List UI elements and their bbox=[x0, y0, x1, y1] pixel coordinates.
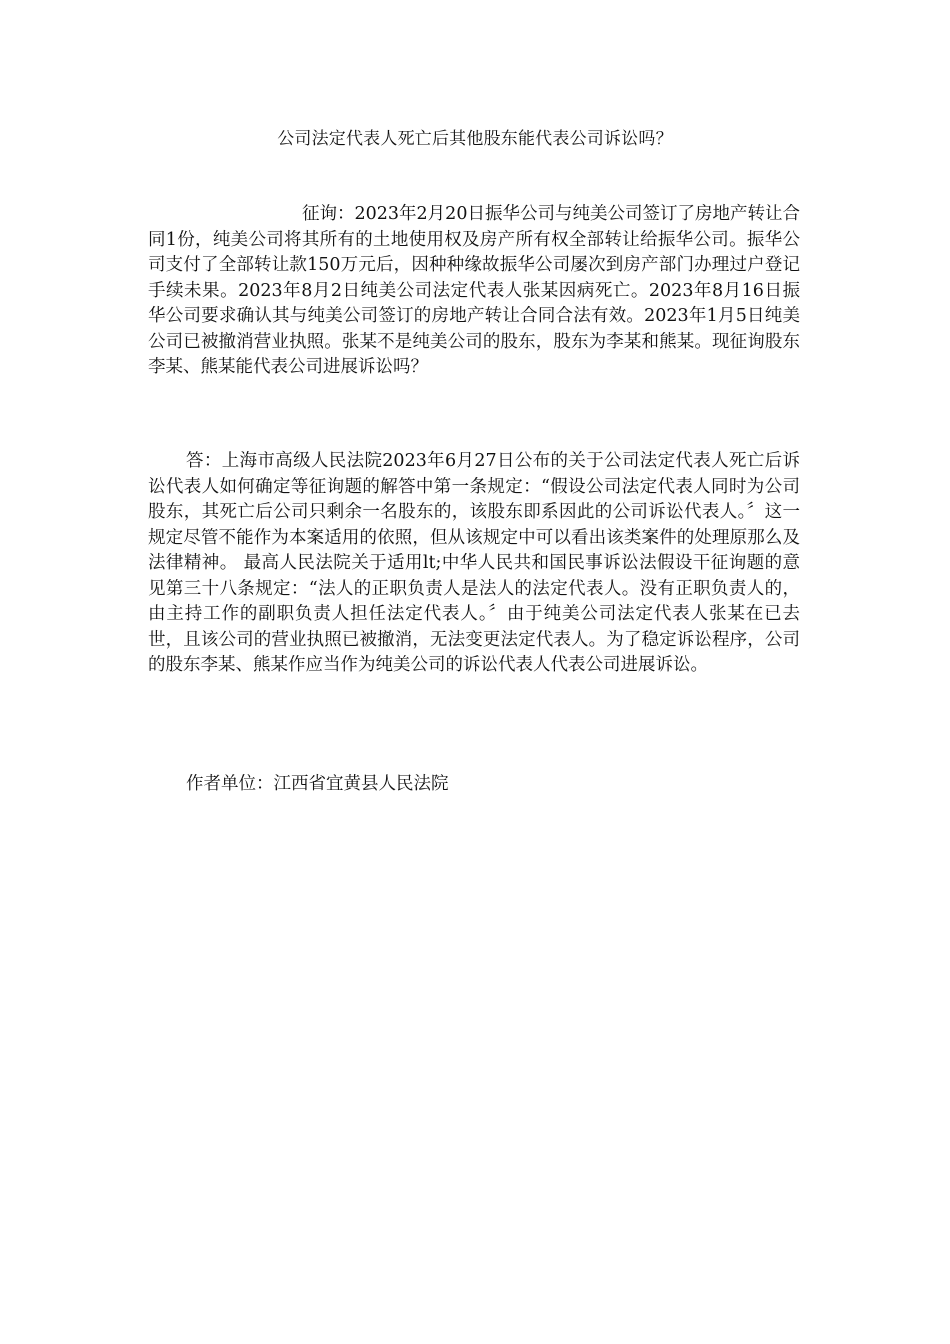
author-affiliation: 作者单位：江西省宜黄县人民法院 bbox=[186, 774, 449, 794]
question-paragraph: 征询：2023年2月20日振华公司与纯美公司签订了房地产转让合同1份，纯美公司将其所有的土地使用权及房产所有权全部转让给振华公司。振华公司支付了全部转让款150万元后，因种种缘故振华公司屡次到房产部门办理过户登记手续未果。2023年8月2日纯美公司法定代表人张某因病死亡。2023年8月16日振华公司要求确认其与纯美公司签订的房地产转让合同合法有效。2023年1月5日纯美公司已被撤消营业执照。张某不是纯美公司的股东，股东为李某和熊某。现征询股东李某、熊某能代表公司进展诉讼吗？ bbox=[148, 204, 800, 377]
answer-paragraph: 答：上海市高级人民法院2023年6月27日公布的关于公司法定代表人死亡后诉讼代表人如何确定等征询题的解答中第一条规定：“假设公司法定代表人同时为公司股东，其死亡后公司只剩余一名股东的，该股东即系因此的公司诉讼代表人。〞这一规定尽管不能作为本案适用的依照，但从该规定中可以看出该类案件的处理原那么及法律精神。 最高人民法院关于适用lt;中华人民共和国民事诉讼法假设干征询题的意见第三十八条规定：“法人的正职负责人是法人的法定代表人。没有正职负责人的，由主持工作的副职负责人担任法定代表人。〞由于纯美公司法定代表人张某在已去世，且该公司的营业执照已被撤消，无法变更法定代表人。为了稳定诉讼程序，公司的股东李某、熊某作应当作为纯美公司的诉讼代表人代表公司进展诉讼。 bbox=[148, 451, 800, 675]
document-title: 公司法定代表人死亡后其他股东能代表公司诉讼吗？ bbox=[277, 129, 673, 149]
